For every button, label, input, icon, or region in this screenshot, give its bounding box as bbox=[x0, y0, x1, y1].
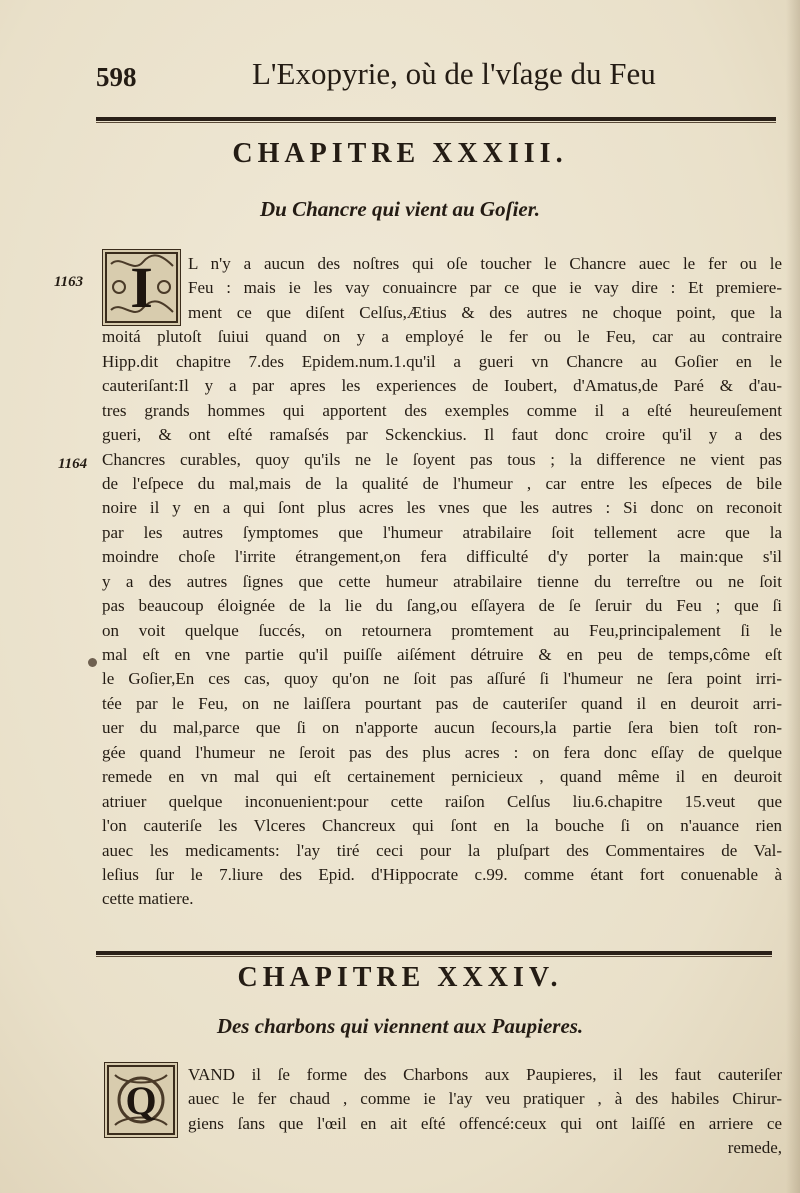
text-line: giens ſans que l'œil en ait eſté offencé:ceux qui ont laiſſé en arriere ce bbox=[188, 1113, 782, 1133]
text-line: mal eſt en vne partie qu'il puiſſe aiſément détruire & en peu de temps,côme eſt bbox=[102, 645, 782, 664]
page-number: 598 bbox=[96, 62, 137, 92]
chapter-33-title: CHAPITRE XXXIII. bbox=[232, 138, 568, 169]
catchword: remede, bbox=[727, 1138, 782, 1158]
text-line: VAND il ſe forme des Charbons aux Paupieres, il les faut cauteriſer bbox=[188, 1065, 782, 1084]
margin-note-1164: 1164 bbox=[58, 456, 88, 472]
dropcap-letter: Q bbox=[125, 1077, 157, 1123]
dropcap-letter: I bbox=[130, 255, 153, 320]
text-line: pas beaucoup éloignée de la lie du ſang,ou eſſayera de ſe ſeruir du Feu ; que ſi bbox=[102, 596, 782, 616]
text-line: moitá plutoſt ſuiui quand on y a employé le fer ou le Feu, car au contraire bbox=[102, 327, 782, 347]
text-line: cette matiere. bbox=[102, 889, 194, 909]
chapter-33-subtitle: Du Chancre qui vient au Goſier. bbox=[259, 197, 541, 221]
chapter-34-title: CHAPITRE XXXIV. bbox=[237, 962, 563, 993]
text-line: gée quand l'humeur ne ſeroit pas des plus acres : on fera donc eſſay de quelque bbox=[102, 742, 782, 762]
ink-blot bbox=[88, 658, 97, 667]
text-line: uer du mal,parce que ſi on n'apporte aucun ſecours,la partie ſera bien toſt ron- bbox=[102, 718, 782, 738]
chapter-34-subtitle: Des charbons qui viennent aux Paupieres. bbox=[216, 1014, 584, 1038]
text-line: l'on cauteriſe les Vlceres Chancreux qui ſont en la bouche ſi on n'auance rien bbox=[102, 816, 782, 836]
chapter-divider-rule bbox=[96, 950, 772, 957]
text-line: gueri, & ont eſté ramaſsés par Sckenckius. Il faut donc croire qu'il y a des bbox=[102, 425, 782, 445]
running-title: L'Exopyrie, où de l'vſage du Feu bbox=[252, 56, 656, 91]
text-line: auec les medicaments: l'ay tiré ceci pour la pluſpart des Commentaires de Val- bbox=[102, 840, 782, 860]
text-line: on voit quelque ſuccés, on retournera promtement au Feu,principalement ſi le bbox=[102, 620, 782, 640]
text-line: remede en vn mal qui eſt certainement pernicieux , quand même il en deuroit bbox=[102, 767, 782, 787]
text-line: tres grands hommes qui apportent des exemples comme il a eſté heureuſement bbox=[102, 400, 782, 420]
text-line: Hipp.dit chapitre 7.des Epidem.num.1.qu'il a gueri vn Chancre au Goſier en le bbox=[102, 351, 782, 371]
page-header bbox=[96, 52, 776, 96]
chapter-34-body bbox=[102, 1063, 782, 1161]
text-line: L n'y a aucun des noſtres qui oſe toucher le Chancre auec le fer ou le bbox=[188, 254, 782, 273]
text-line: par les autres ſymptomes que l'humeur atrabilaire ſoit tellement acre que la bbox=[102, 522, 782, 542]
text-line: ment ce que diſent Celſus,Ætius & des autres ne choque point, que la bbox=[188, 302, 782, 322]
text-line: Chancres curables, quoy qu'ils ne le ſoyent pas tous ; la difference ne vient pas bbox=[102, 449, 782, 469]
text-line: atriuer quelque inconuenient:pour cette raiſon Celſus liu.6.chapitre 15.veut que bbox=[102, 791, 782, 811]
text-line: de l'eſpece du mal,mais de la qualité de l'humeur , car entre les eſpeces de bile bbox=[102, 473, 782, 493]
chapter-33-body bbox=[102, 252, 782, 912]
text-line: moindre choſe l'irrite étrangement,on fera difficulté d'y porter la main:que s'il bbox=[102, 547, 782, 567]
margin-note-1163: 1163 bbox=[54, 274, 84, 290]
text-line: cauteriſant:Il y a par apres les experiences de Ioubert, d'Amatus,de Paré & d'au- bbox=[102, 376, 782, 396]
text-line: le Goſier,En ces cas, quoy qu'on ne ſoit pas aſſuré ſi l'humeur ne ſera point irri- bbox=[102, 669, 782, 689]
text-line: tée par le Feu, on ne laiſſera pourtant pas de cauteriſer quand il en deuroit arri- bbox=[102, 693, 782, 713]
text-line: Feu : mais ie les vay conuaincre par ce que ie vay dire : Et premiere- bbox=[188, 278, 782, 298]
header-rule bbox=[96, 116, 776, 123]
text-line: noire il y en a qui ſont plus acres les vnes que les autres : Si donc on reconoit bbox=[102, 498, 782, 518]
text-line: auec le fer chaud , comme ie l'ay veu pratiquer , à des habiles Chirur- bbox=[188, 1089, 782, 1109]
text-line: leſius ſur le 7.liure des Epid. d'Hippocrate c.99. comme étant fort conuenable à bbox=[102, 864, 782, 884]
text-line: y a des autres ſignes que cette humeur atrabilaire tienne du terreſtre ou ne ſoit bbox=[102, 571, 782, 591]
